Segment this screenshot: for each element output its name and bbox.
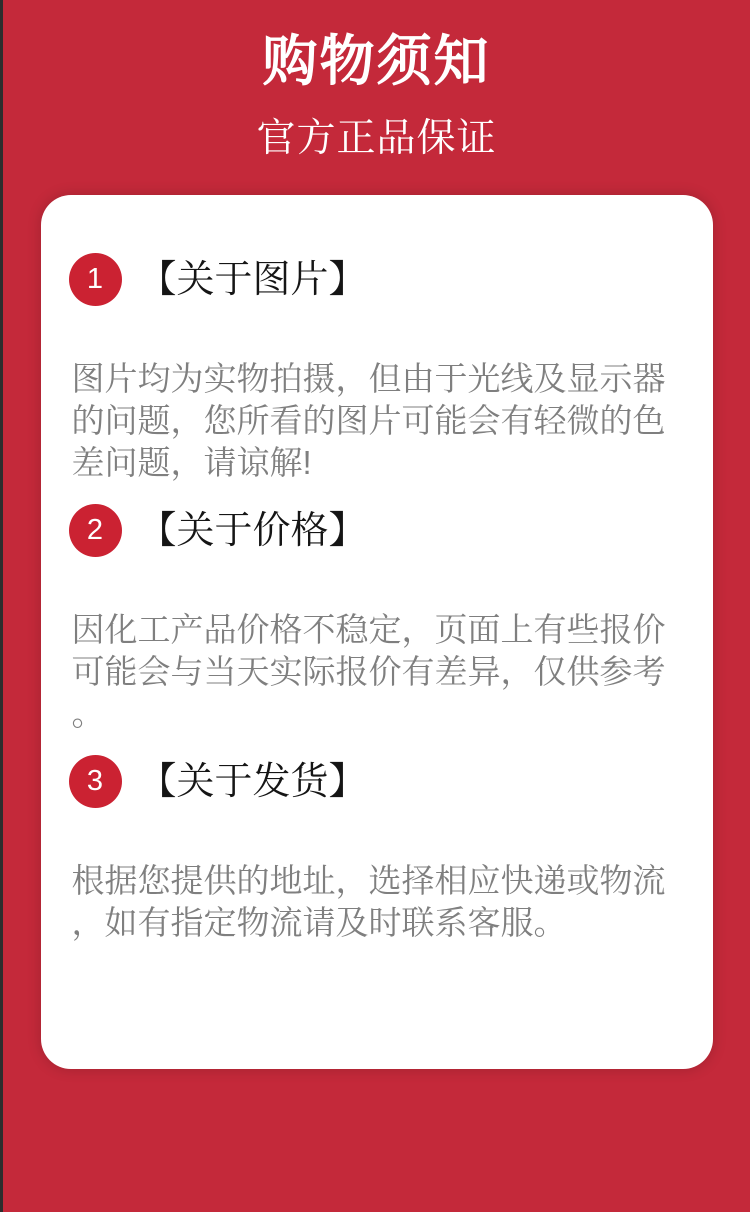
section-title: 【关于发货】 [138,760,367,803]
page-subtitle: 官方正品保证 [256,117,497,160]
section-body: 图片均为实物拍摄，但由于光线及显示器 的问题，您所看的图片可能会有轻微的色 差问题，请谅解! [71,360,666,481]
section-title: 【关于图片】 [138,258,367,301]
section-number-badge: 3 [69,755,122,808]
section-title: 【关于价格】 [138,509,367,552]
page-title: 购物须知 [262,30,491,92]
section-about-shipping [69,755,685,944]
section-body: 因化工产品价格不稳定，页面上有些报价 可能会与当天实际报价有差异，仅供参考 。 [71,611,666,732]
section-about-images [69,253,685,484]
section-body: 根据您提供的地址，选择相应快递或物流 ，如有指定物流请及时联系客服。 [71,862,666,941]
section-number-badge: 1 [69,253,122,306]
section-number-badge: 2 [69,504,122,557]
section-heading [69,504,685,557]
section-heading [69,755,685,808]
section-about-price [69,504,685,735]
notice-card [41,195,713,1069]
section-heading [69,253,685,306]
page-header [3,0,750,160]
